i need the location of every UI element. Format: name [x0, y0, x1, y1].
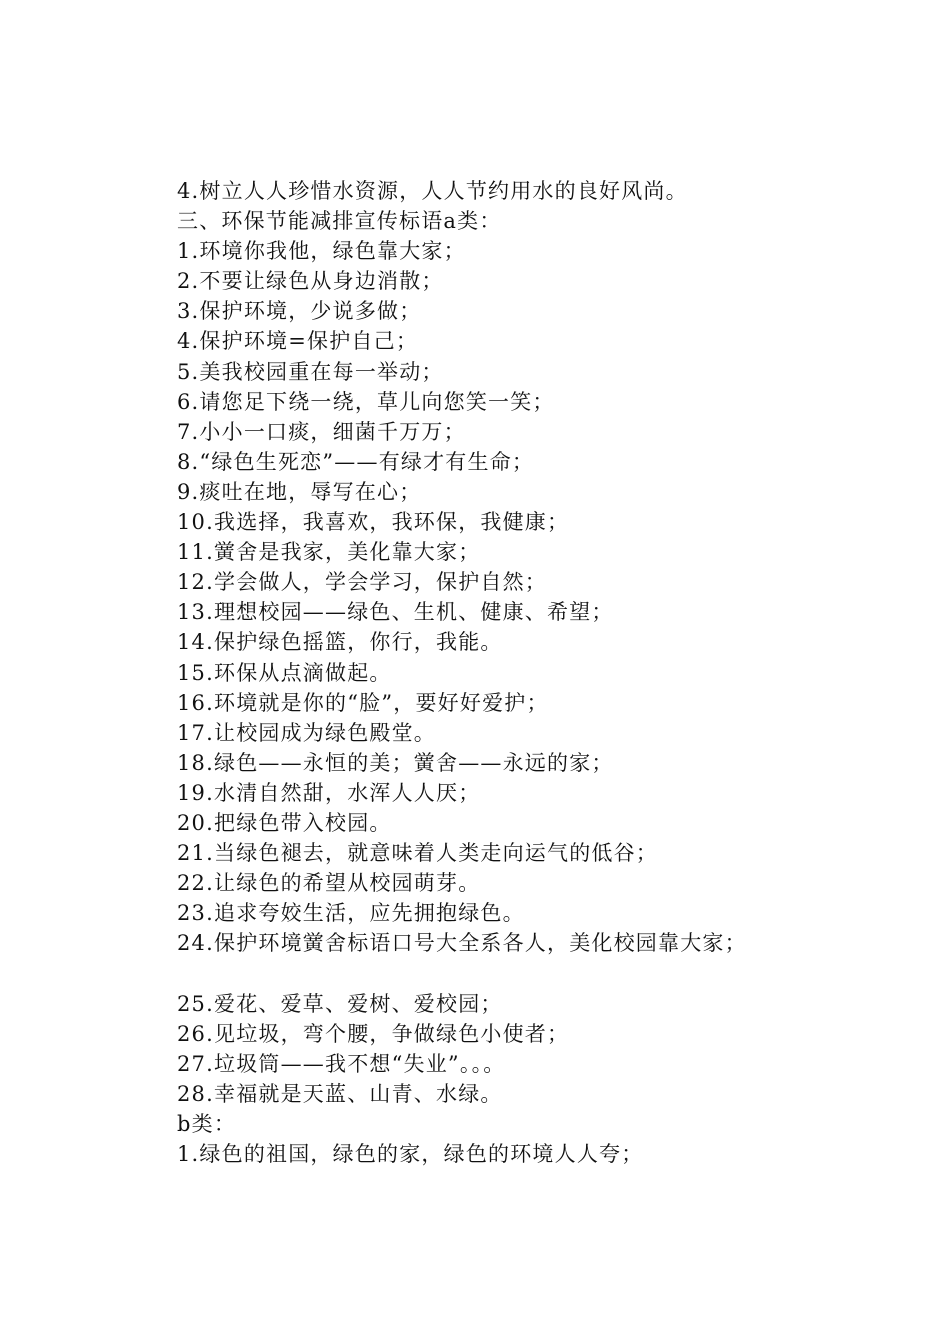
list-item: 21.当绿色褪去，就意味着人类走向运气的低谷； [177, 841, 658, 866]
list-item: 22.让绿色的希望从校园萌芽。 [177, 871, 481, 896]
list-item: 18.绿色——永恒的美；黉舍——永远的家； [177, 750, 614, 775]
list-item: 25.爱花、爱草、爱树、爱校园； [177, 991, 503, 1016]
list-item: 14.保护绿色摇篮，你行，我能。 [177, 630, 503, 655]
section-heading: b类： [177, 1111, 237, 1136]
text-line: 4.树立人人珍惜水资源，人人节约用水的良好风尚。 [177, 179, 688, 203]
list-item: 17.让校园成为绿色殿堂。 [177, 720, 436, 745]
list-item: 13.理想校园——绿色、生机、健康、希望； [177, 600, 614, 625]
list-item: 16.环境就是你的“脸”，要好好爱护； [177, 690, 549, 715]
list-item: 24.保护环境黉舍标语口号大全系各人，美化校园靠大家； [177, 931, 747, 956]
list-item: 20.把绿色带入校园。 [177, 810, 392, 835]
document-body [177, 176, 897, 1169]
list-item: 3.保护环境，少说多做； [177, 299, 422, 324]
list-item: 27.垃圾筒——我不想“失业”。。。 [177, 1051, 506, 1076]
list-item: 1.环境你我他，绿色靠大家； [177, 239, 466, 264]
list-item: 19.水清自然甜，水浑人人厌； [177, 780, 481, 805]
list-item: 7.小小一口痰，细菌千万万； [177, 419, 466, 444]
list-item: 6.请您足下绕一绕，草儿向您笑一笑； [177, 389, 555, 414]
list-item: 26.见垃圾，弯个腰，争做绿色小使者； [177, 1021, 570, 1046]
list-item: 5.美我校园重在每一举动； [177, 359, 444, 384]
list-item: 23.追求夸姣生活，应先拥抱绿色。 [177, 901, 525, 926]
list-item: 4.保护环境=保护自己； [177, 329, 419, 354]
list-item: 9.痰吐在地，辱写在心； [177, 479, 422, 504]
list-item: 8.“绿色生死恋”——有绿才有生命； [177, 449, 535, 474]
list-item: 1.绿色的祖国，绿色的家，绿色的环境人人夸； [177, 1142, 644, 1166]
list-item: 28.幸福就是天蓝、山青、水绿。 [177, 1081, 503, 1106]
blank-line [177, 958, 897, 988]
list-item: 15.环保从点滴做起。 [177, 660, 392, 685]
list-item: 11.黉舍是我家，美化靠大家； [177, 540, 481, 565]
list-item: 12.学会做人，学会学习，保护自然； [177, 570, 547, 595]
list-item: 2.不要让绿色从身边消散； [177, 269, 444, 294]
list-item: 10.我选择，我喜欢，我环保，我健康； [177, 510, 570, 535]
section-heading: 三、环保节能减排宣传标语a类： [177, 209, 502, 234]
